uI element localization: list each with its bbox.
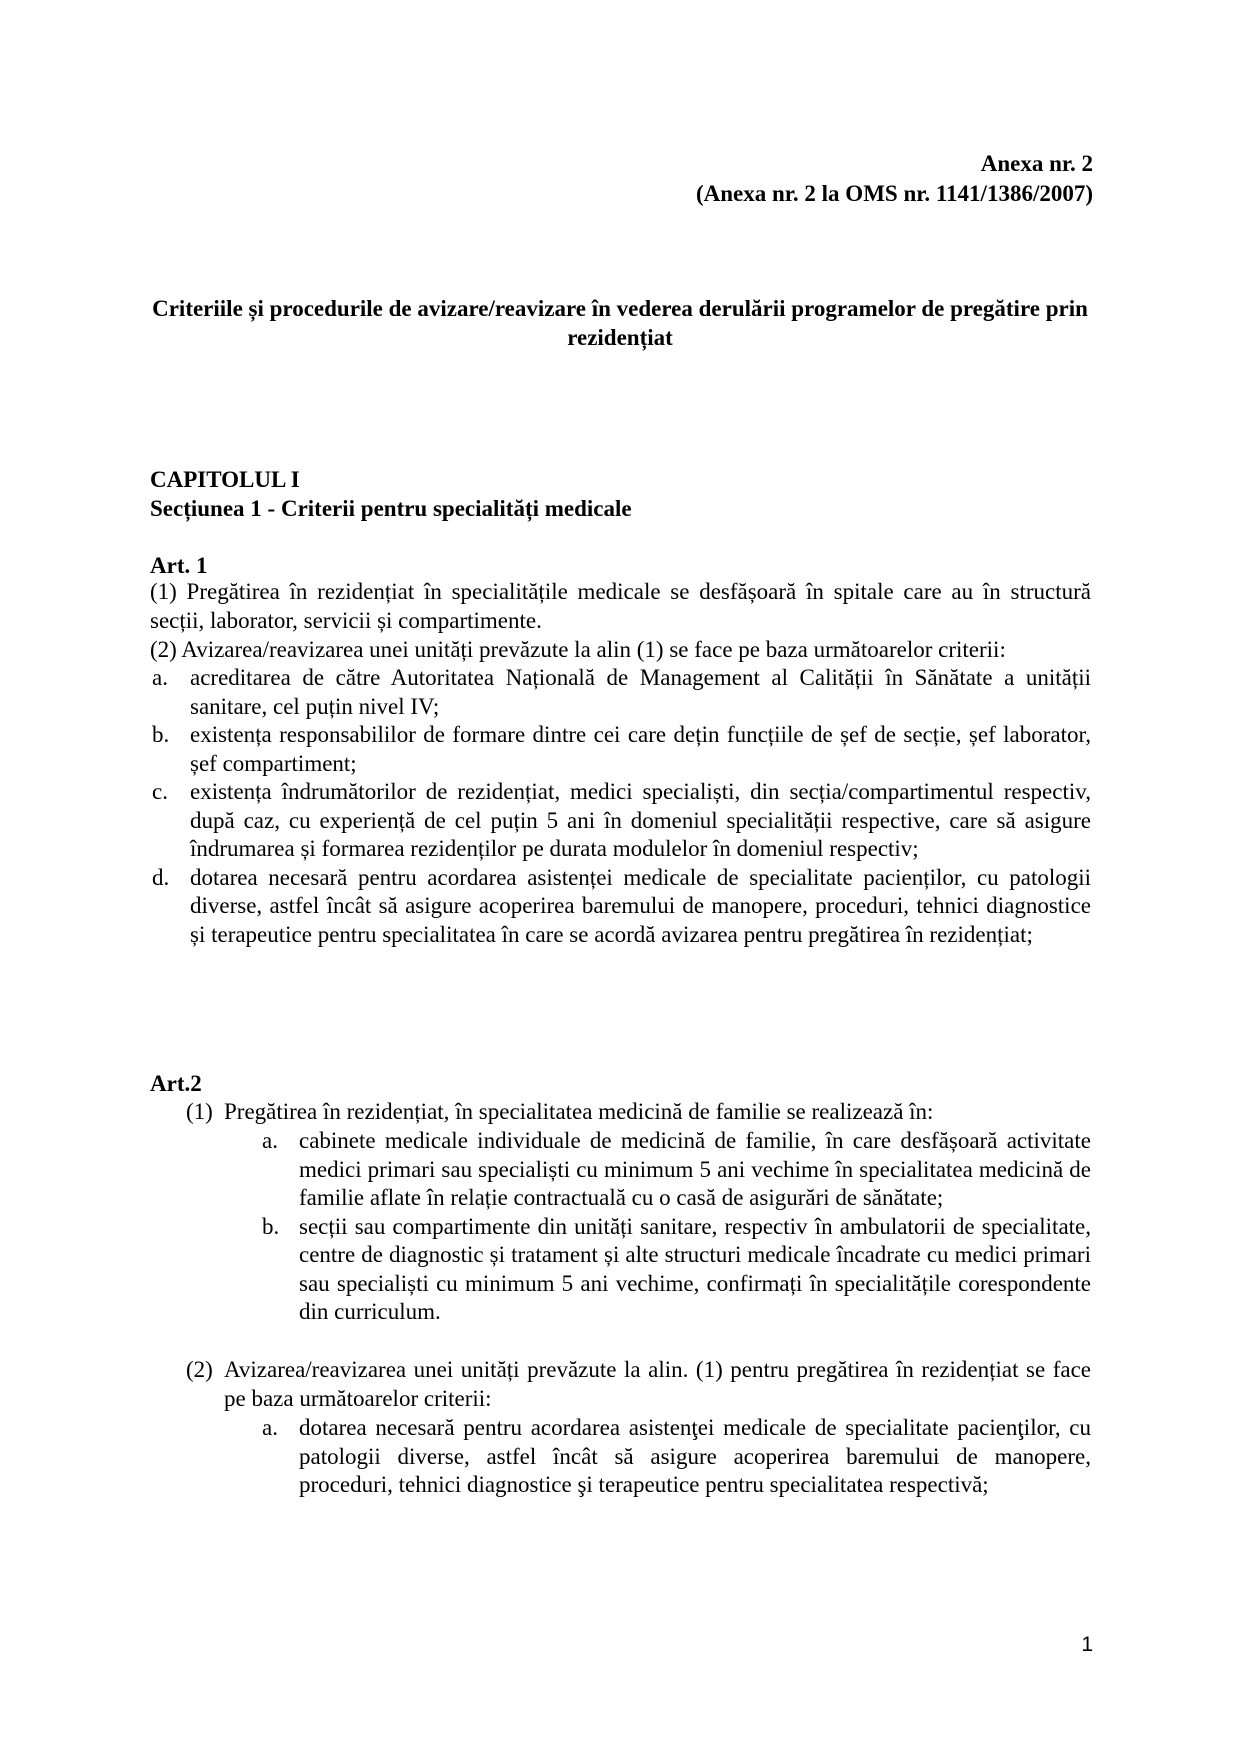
art1-criteria-list bbox=[152, 664, 1091, 949]
paragraph-label: (1) bbox=[186, 1099, 213, 1124]
list-item-text: acreditarea de către Autoritatea Națională de Management al Calității în Sănătate a unității sanitare, cel puțin nivel IV; bbox=[190, 665, 1091, 719]
list-item-label: b. bbox=[152, 722, 170, 747]
document-title: Criteriile și procedurile de avizare/reavizare în vederea derulării programelor de pregătire prin rezidențiat bbox=[152, 296, 1088, 350]
list-item bbox=[262, 1213, 1091, 1327]
art1-paragraph-2: (2) Avizarea/reavizarea unei unități prevăzute la alin (1) se face pe baza următoarelor criterii: bbox=[150, 637, 1006, 662]
art2-heading: Art.2 bbox=[150, 1071, 202, 1096]
annex-number: Anexa nr. 2 bbox=[980, 151, 1093, 176]
list-item-label: a. bbox=[262, 1415, 278, 1440]
list-item-text: existența îndrumătorilor de rezidențiat, medici specialiști, din secția/compartimentul respectiv, după caz, cu experiență de cel puțin 5 ani în domeniul specialității respective, care să asigure îndrumarea și formarea rezidenților pe durata modulelor în domeniul respectiv; bbox=[190, 779, 1091, 861]
list-item-text: dotarea necesară pentru acordarea asistenței medicale de specialitate pacienților, cu patologii diverse, astfel încât să asigure acoperirea baremului de manopere, proceduri, tehnici diagnostice și terapeutice pentru specialitatea în care se acordă avizarea pentru pregătirea în rezidențiat; bbox=[190, 864, 1091, 947]
art1-paragraph-1: (1) Pregătirea în rezidențiat în specialitățile medicale se desfășoară în spitale care au în structură secții, laborator, servicii și compartimente. bbox=[150, 579, 1091, 633]
paragraph-text: Pregătirea în rezidențiat, în specialitatea medicină de familie se realizează în: bbox=[224, 1099, 934, 1124]
list-item-label: d. bbox=[152, 864, 170, 890]
list-item bbox=[262, 1127, 1091, 1213]
chapter-heading: CAPITOLUL I bbox=[150, 467, 300, 492]
list-item bbox=[152, 778, 1091, 864]
art2-paragraph-1 bbox=[186, 1098, 1091, 1127]
paragraph-text: Avizarea/reavizarea unei unități prevăzute la alin. (1) pentru pregătirea în rezidențiat se face pe baza următoarelor criterii: bbox=[224, 1357, 1091, 1411]
list-item-text: cabinete medicale individuale de medicină de familie, în care desfășoară activitate medici primari sau specialiști cu minimum 5 ani vechime în specialitatea medicină de familie aflate în relație contractuală cu o casă de asigurări de sănătate; bbox=[299, 1128, 1091, 1210]
art2-p1-list bbox=[262, 1127, 1091, 1327]
art2-p2-list bbox=[262, 1414, 1091, 1500]
list-item bbox=[152, 664, 1091, 721]
art2-paragraph-2 bbox=[186, 1356, 1091, 1413]
list-item-text: dotarea necesară pentru acordarea asistenţei medicale de specialitate pacienţilor, cu patologii diverse, astfel încât să asigure acoperirea baremului de manopere, proceduri, tehnici diagnostice şi terapeutice pentru specialitatea respectivă; bbox=[299, 1415, 1091, 1497]
list-item bbox=[262, 1414, 1091, 1500]
art1-heading: Art. 1 bbox=[150, 553, 208, 578]
list-item bbox=[152, 864, 1091, 950]
page-number: 1 bbox=[1081, 1633, 1093, 1656]
list-item-label: a. bbox=[152, 665, 168, 690]
list-item-label: a. bbox=[262, 1128, 278, 1153]
list-item-label: c. bbox=[152, 779, 168, 804]
paragraph-label: (2) bbox=[186, 1357, 213, 1382]
list-item bbox=[152, 721, 1091, 778]
annex-reference: (Anexa nr. 2 la OMS nr. 1141/1386/2007) bbox=[696, 181, 1093, 206]
section-heading: Secțiunea 1 - Criterii pentru specialități medicale bbox=[150, 496, 632, 521]
list-item-label: b. bbox=[262, 1213, 280, 1239]
list-item-text: secții sau compartimente din unități sanitare, respectiv în ambulatorii de specialitate, centre de diagnostic și tratament și alte structuri medicale încadrate cu medici primari sau specialiști cu minimum 5 ani vechime, confirmați în specialitățile corespondente din curriculum. bbox=[299, 1213, 1091, 1324]
list-item-text: existența responsabililor de formare dintre cei care dețin funcțiile de șef de secție, șef laborator, șef compartiment; bbox=[190, 722, 1091, 776]
